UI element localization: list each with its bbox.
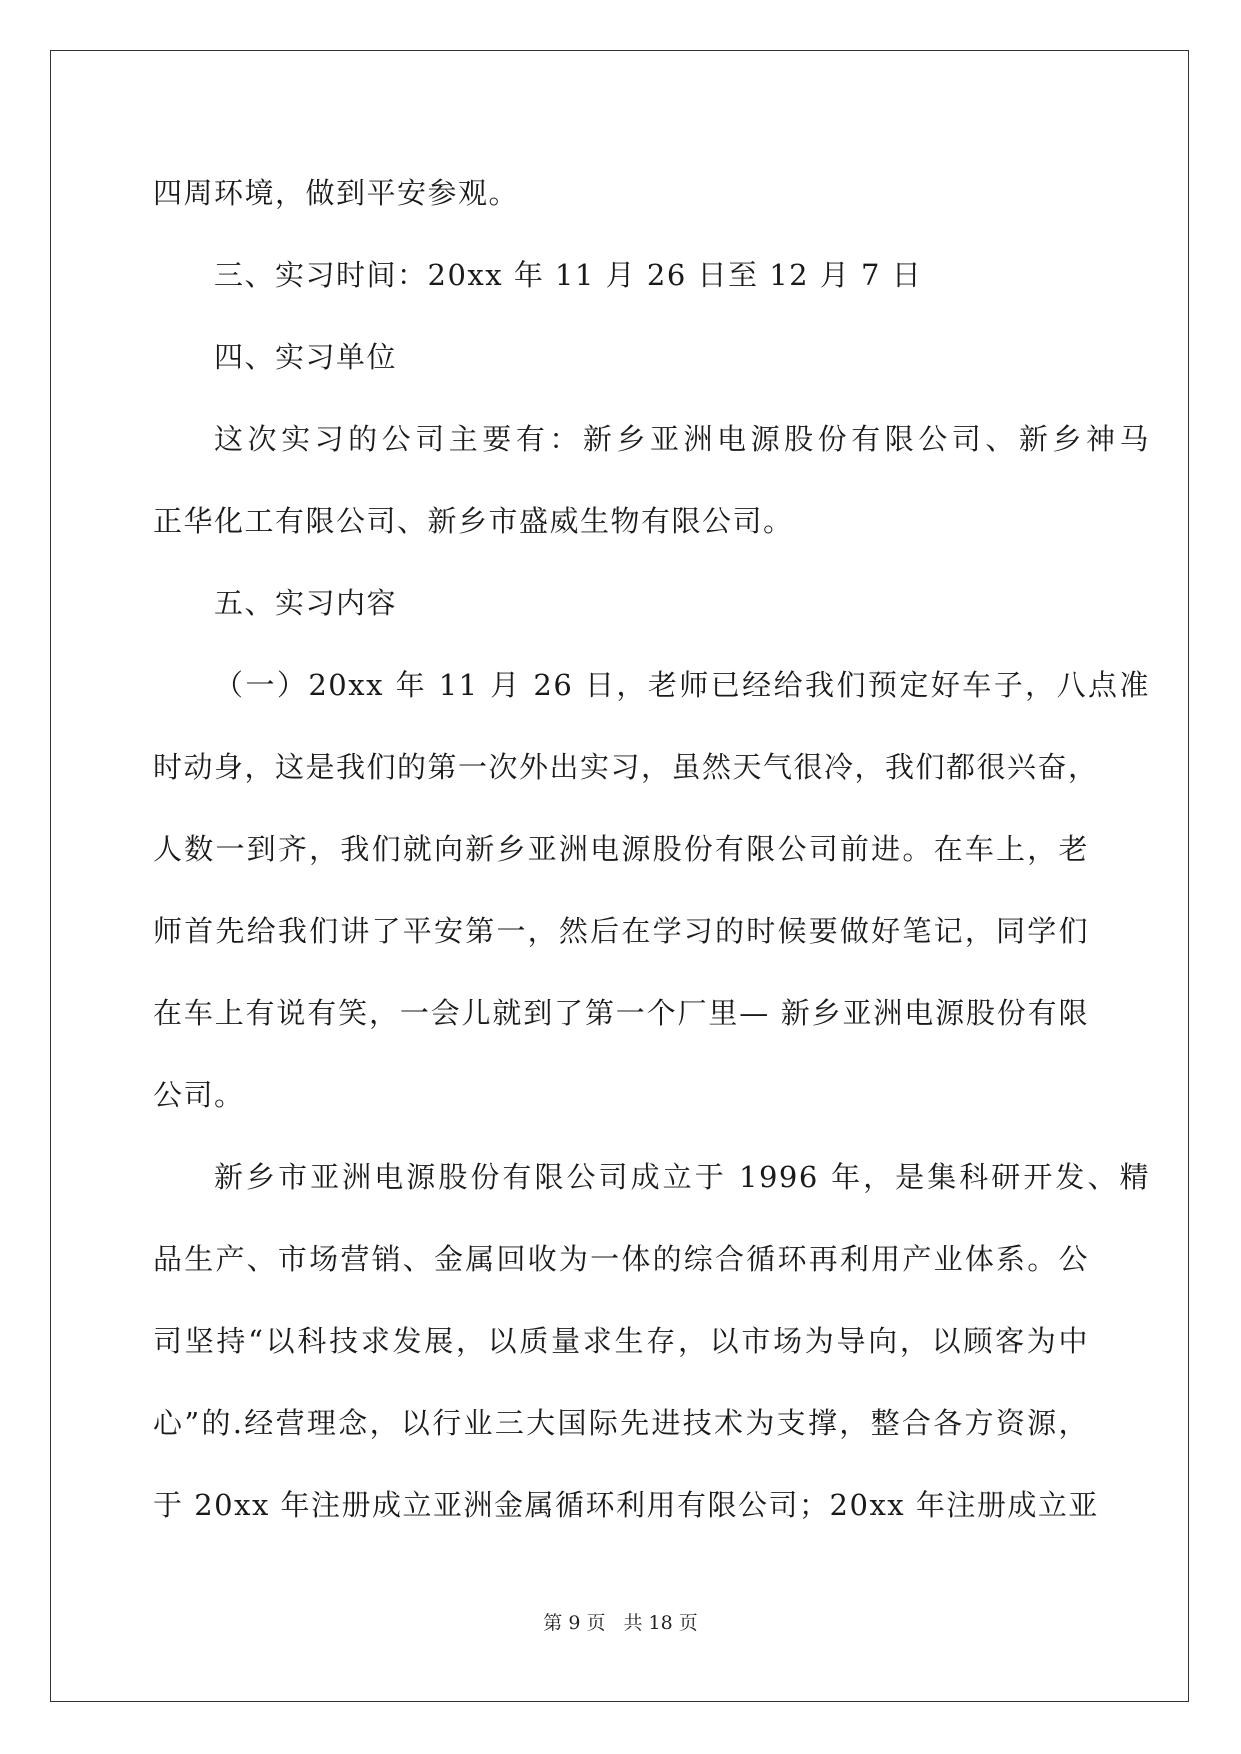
text-line: 在车上有说有笑，一会儿就到了第一个厂里— 新乡亚洲电源股份有限 xyxy=(153,996,1089,1030)
text-line: 心”的.经营理念，以行业三大国际先进技术为支撑，整合各方资源， xyxy=(153,1406,1089,1440)
text-line: 师首先给我们讲了平安第一，然后在学习的时候要做好笔记，同学们 xyxy=(153,914,1089,948)
text-line: 三、实习时间：20xx 年 11 月 26 日至 12 月 7 日 xyxy=(214,258,923,292)
section-heading: 四、实习单位 xyxy=(214,340,398,374)
text-line: 这次实习的公司主要有：新乡亚洲电源股份有限公司、新乡神马 xyxy=(214,422,1150,456)
text-line: 于 20xx 年注册成立亚洲金属循环利用有限公司；20xx 年注册成立亚 xyxy=(153,1488,1099,1522)
text-line: 品生产、市场营销、金属回收为一体的综合循环再利用产业体系。公 xyxy=(153,1242,1089,1276)
text-line: （一）20xx 年 11 月 26 日，老师已经给我们预定好车子，八点准 xyxy=(214,668,1150,702)
text-line: 四周环境，做到平安参观。 xyxy=(153,176,520,210)
document-body xyxy=(153,165,1150,1559)
text-line: 公司。 xyxy=(153,1078,245,1112)
page-number: 第 9 页 xyxy=(543,1612,606,1634)
text-line: 司坚持“以科技求发展，以质量求生存，以市场为导向，以顾客为中 xyxy=(153,1324,1089,1358)
text-line: 时动身，这是我们的第一次外出实习，虽然天气很冷，我们都很兴奋， xyxy=(153,750,1099,784)
page-footer xyxy=(0,1608,1241,1635)
section-heading: 五、实习内容 xyxy=(214,586,398,620)
text-line: 正华化工有限公司、新乡市盛威生物有限公司。 xyxy=(153,504,794,538)
page-total: 共 18 页 xyxy=(623,1612,698,1634)
text-line: 人数一到齐，我们就向新乡亚洲电源股份有限公司前进。在车上，老 xyxy=(153,832,1089,866)
text-line: 新乡市亚洲电源股份有限公司成立于 1996 年，是集科研开发、精 xyxy=(214,1160,1150,1194)
